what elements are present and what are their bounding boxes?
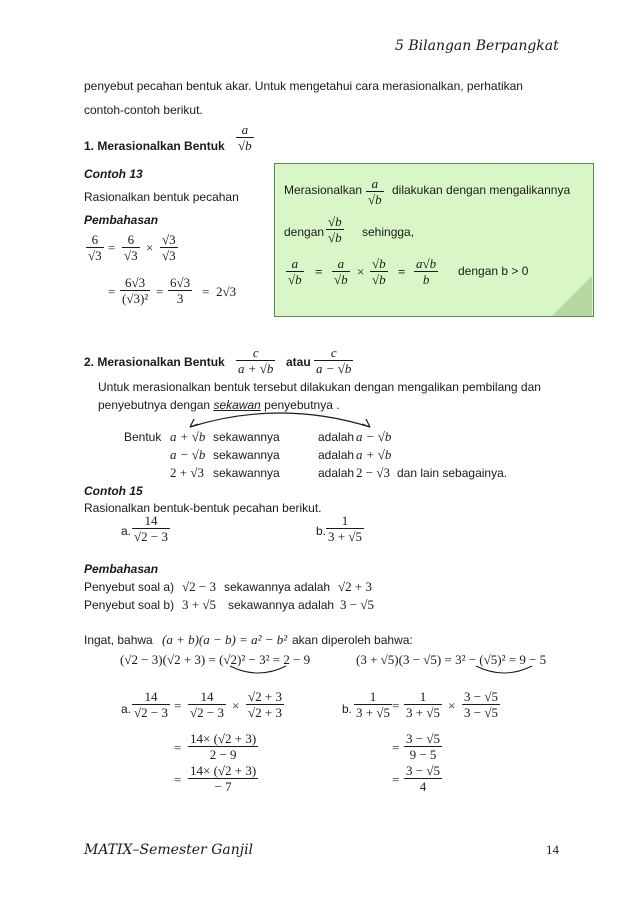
section-2-atau: atau xyxy=(286,355,311,369)
ex13-eq-3: = xyxy=(156,284,164,299)
ingat-identity: (a + b)(a − b) = a² − b² xyxy=(162,632,288,647)
note-line-1b: dilakukan dengan mengalikannya xyxy=(392,183,571,197)
solution-s1a: Penyebut soal a) xyxy=(84,580,175,594)
example-13-title: Contoh 13 xyxy=(84,167,143,181)
section-2-para-1: Untuk merasionalkan bentuk tersebut dilakukan dengan mengalikan pembilang dan xyxy=(98,380,541,394)
sol-a-frac-5: 14× (√2 + 3) − 7 xyxy=(190,763,257,794)
sol-a-eq-1: = xyxy=(174,698,182,713)
note-frac-bb: √b √b xyxy=(328,214,342,245)
row-2-adalah: adalah xyxy=(318,448,355,462)
section-1-title: 1. Merasionalkan Bentuk xyxy=(84,139,225,153)
solution-s2a: Penyebut soal b) xyxy=(84,598,175,612)
note-eq-1: = xyxy=(315,264,323,279)
sol-a-label: a. xyxy=(121,702,132,716)
solution-s2c: sekawannya adalah xyxy=(228,598,335,612)
row-3-conj: 2 − √3 xyxy=(356,465,390,480)
sol-a-frac-2: 14 √2 − 3 xyxy=(190,689,224,720)
note-line-1a: Merasionalkan xyxy=(284,183,363,197)
note-line-2a: dengan xyxy=(284,225,325,239)
ex13-frac-1: 6 √3 xyxy=(88,232,102,263)
ex15-b-frac: 1 3 + √5 xyxy=(328,513,362,544)
solution-s1d: √2 + 3 xyxy=(338,579,372,594)
sol-b-times: × xyxy=(448,698,456,713)
ex13-frac-3: √3 √3 xyxy=(162,232,176,263)
sol-a-eq-3: = xyxy=(174,772,182,787)
sol-b-frac-3: 3 − √5 3 − √5 xyxy=(464,689,498,720)
identity-b: (3 + √5)(3 − √5) = 3² − (√5)² = 9 − 5 xyxy=(356,652,547,667)
sol-b-frac-5: 3 − √5 4 xyxy=(406,763,440,794)
solution-s2b: 3 + √5 xyxy=(182,597,216,612)
identity-a-brace xyxy=(228,664,288,678)
ex15-a-frac: 14 √2 − 3 xyxy=(134,513,168,544)
ingat-a: Ingat, bahwa xyxy=(84,633,153,647)
sol-b-eq-3: = xyxy=(392,772,400,787)
ex13-times: × xyxy=(146,240,154,255)
ex13-frac-5: 6√3 3 xyxy=(170,275,191,306)
row-1-pre: Bentuk xyxy=(124,430,162,444)
note-eq-frac-3: √b √b xyxy=(372,256,386,287)
sol-b-frac-2: 1 3 + √5 xyxy=(406,689,440,720)
sol-a-frac-3: √2 + 3 √2 + 3 xyxy=(248,689,282,720)
ex15-b-label: b. xyxy=(316,524,327,538)
note-eq-2: = xyxy=(398,264,406,279)
row-1-expr: a + √b xyxy=(170,429,206,444)
sol-a-frac-4: 14× (√2 + 3) 2 − 9 xyxy=(190,731,257,762)
section-2-title: 2. Merasionalkan Bentuk xyxy=(84,355,225,369)
solution-title: Pembahasan xyxy=(84,562,159,576)
ex15-a-label: a. xyxy=(121,524,132,538)
section-2-para-2: penyebutnya dengan sekawan penyebutnya . xyxy=(98,398,340,412)
ex13-eq-2: = xyxy=(108,284,116,299)
note-condition: dengan b > 0 xyxy=(458,264,529,278)
page-number: 14 xyxy=(546,842,559,857)
example-13-text: Rasionalkan bentuk pecahan xyxy=(84,190,239,204)
solution-s1c: sekawannya adalah xyxy=(224,580,331,594)
ex13-eq-4: = xyxy=(202,284,210,299)
example-13-pembahasan: Pembahasan xyxy=(84,213,159,227)
sol-b-eq-2: = xyxy=(392,740,400,755)
row-2-expr: a − √b xyxy=(170,447,206,462)
note-times: × xyxy=(357,264,365,279)
page-header: 5 Bilangan Berpangkat xyxy=(395,38,559,54)
row-1-adalah: adalah xyxy=(318,430,355,444)
ingat-c: akan diperoleh bahwa: xyxy=(292,633,413,647)
section-1-fraction: a √b xyxy=(238,122,252,153)
row-3-tail: dan lain sebagainya. xyxy=(397,466,508,480)
note-eq-frac-1: a √b xyxy=(288,256,302,287)
note-line-2b: sehingga, xyxy=(362,225,415,239)
solution-s1b: √2 − 3 xyxy=(182,579,216,594)
row-3-adalah: adalah xyxy=(318,466,355,480)
row-1-conj: a − √b xyxy=(356,429,392,444)
note-eq-frac-2: a √b xyxy=(334,256,348,287)
sol-b-frac-4: 3 − √5 9 − 5 xyxy=(406,731,440,762)
intro-line-1: penyebut pecahan bentuk akar. Untuk mengetahui cara merasionalkan, perhatikan xyxy=(84,79,523,93)
footer-left: MATIX–Semester Ganjil xyxy=(84,842,254,858)
ex13-frac-4: 6√3 (√3)² xyxy=(122,275,149,306)
note-fold xyxy=(552,276,592,316)
ex13-result: 2√3 xyxy=(216,284,237,299)
row-1-sek: sekawannya xyxy=(213,430,280,444)
row-2-sek: sekawannya xyxy=(213,448,280,462)
ex13-eq-1: = xyxy=(108,240,116,255)
row-3-sek: sekawannya xyxy=(213,466,280,480)
intro-line-2: contoh-contoh berikut. xyxy=(84,103,203,117)
sol-a-frac-1: 14 √2 − 3 xyxy=(134,689,168,720)
sol-b-eq-1: = xyxy=(392,698,400,713)
sol-a-times: × xyxy=(232,698,240,713)
example-15-text: Rasionalkan bentuk-bentuk pecahan berikut. xyxy=(84,501,322,515)
sol-a-eq-2: = xyxy=(174,740,182,755)
conjugate-arc xyxy=(180,405,380,429)
identity-b-brace xyxy=(474,664,534,678)
note-frac-ab: a √b xyxy=(368,176,382,207)
sol-b-label: b. xyxy=(342,702,353,716)
sol-b-frac-1: 1 3 + √5 xyxy=(356,689,390,720)
row-2-conj: a + √b xyxy=(356,447,392,462)
note-eq-frac-4: a√b b xyxy=(416,256,437,287)
ex13-frac-2: 6 √3 xyxy=(124,232,138,263)
solution-s2d: 3 − √5 xyxy=(340,597,374,612)
identity-a: (√2 − 3)(√2 + 3) = (√2)² − 3² = 2 − 9 xyxy=(120,652,311,667)
section-2-frac-1: c a + √b xyxy=(238,345,274,376)
example-15-title: Contoh 15 xyxy=(84,484,143,498)
row-3-expr: 2 + √3 xyxy=(170,465,204,480)
section-2-frac-2: c a − √b xyxy=(316,345,352,376)
